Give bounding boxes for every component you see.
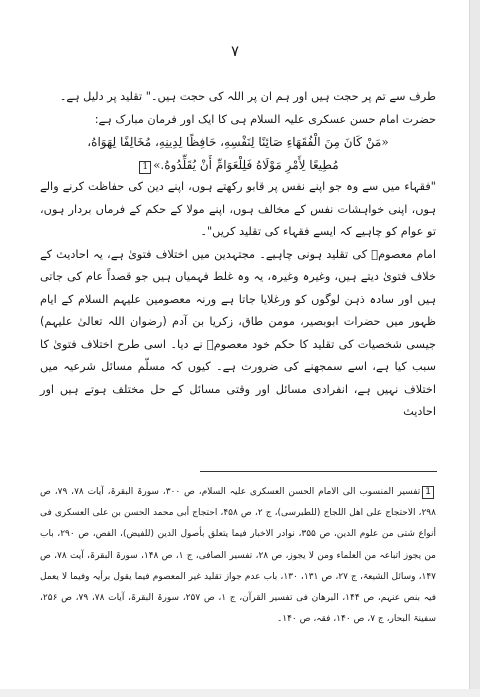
text-line-2: حضرت امام حسن عسکری علیہ السلام ہی کا ایک اور فرمان مبارک ہے: [94, 112, 436, 126]
arabic-quote-text: مُطِيعًا لِأَمْرِ مَوْلَاهُ فَلِلْعَوَامِّ أَنْ يُقَلِّدُوهُ.» [153, 157, 339, 172]
footnote-reference[interactable]: 1 [139, 161, 151, 174]
paragraph-text: امام معصومؑ کی تقلید ہونی چاہیے۔ مجتہدین میں اختلاف فتویٰ ہے، یہ احادیث کے خلاف فتویٰ دیتے ہیں، وغیرہ وغیرہ، یہ وہ غلط فہمیاں ہیں جو قصداً عام کی جاتی ہیں اور سادہ ذہن لوگوں کو ورغلایا جاتا ہے ورنہ معصومین علیہم السلام کے ایام ظہور میں حضرات ابوبصیر، مومن طاق، زکریا بن آدم (رضوان اللہ تعالیٰ علیہم) جیسی شخصیات کی تقلید کا حکم خود معصومؑ نے دیا۔ اسی طرح اختلاف فتویٰ کا سبب کیا ہے، اسے سمجھنے کی ضرورت ہے۔ کیوں کہ مسلّم مسائل شرعیہ میں اختلاف نہیں ہے، انفرادی مسائل اور وقتی مسائل کے حل مختلف ہوتے ہیں اور احادیث [40, 247, 436, 418]
arabic-quote-line-1: «مَنْ كَانَ مِنَ الْفُقَهَاءِ صَائِنًا لِنَفْسِهِ، حَافِظًا لِدِينِهِ، مُخَالِفًا لِهَوَاهُ، [87, 135, 389, 149]
text-line-1: طرف سے تم پر حجت ہیں اور ہم ان پر اللہ کی حجت ہیں۔" تقلید پر دلیل ہے۔ [59, 90, 436, 103]
page-edge-bottom [0, 689, 480, 697]
translation-text: "فقہاء میں سے وہ جو اپنے نفس پر قابو رکھتے ہوں، اپنے دین کی حفاظت کرنے والے ہوں، اپنی خواہشات نفس کے مخالف ہوں، اپنے مولا کے حکم کے فرماں بردار ہوں، تو عوام کو چاہیے کہ ایسے فقہاء کی تقلید کریں"۔ [40, 180, 436, 238]
page-number: ۷ [230, 42, 240, 60]
footnote-marker: 1 [422, 486, 434, 499]
arabic-quote-line-2 [40, 154, 436, 177]
footnote-divider [200, 471, 437, 472]
footnote-text: تفسیر المنسوب الی الامام الحسن العسکری علیہ السلام، ص ۳۰۰، سورۃ البقرۃ، آیات ۷۸، ۷۹، ص ۲۹۸، الاحتجاج علی اھل اللجاج (للطبرسی)، ج ۲، ص ۴۵۸، احتجاج أبی محمد الحسن بن علی العسکری فی أنواع شتی من علوم الدین، ص ۳۵۵، نوادر الاخبار فیما یتعلق بأصول الدین (للفیض)، الفص، ص ۲۹۰، باب من یجوز اتباعہ من العلماء ومن لا یجوز، ص ۲۸، تفسیر الصافی، ج ۱، ص ۱۴۸، سورۃ البقرۃ، آیت ۷۸، ص ۱۴۷، وسائل الشیعۃ، ج ۲۷، ص ۱۳۱، ۱۳۰، باب عدم جواز تقلید غیر المعصوم فیما یقول برأیہ وفیما لا یعمل فیہ بنص عنہم، ص ۱۴۴، البرھان فی تفسیر القرآن، ج ۱، ص ۲۵۷، سورۃ البقرۃ، آیات ۷۸، ۷۹، ص ۲۵۶، سفینۃ البحار، ج ۷، ص ۱۴۰، فقہ، ص ۱۴۰۔ [40, 487, 436, 625]
footnote-1 [40, 482, 436, 630]
main-text [40, 86, 436, 424]
footnotes [40, 482, 436, 630]
page-edge-right [469, 0, 480, 697]
